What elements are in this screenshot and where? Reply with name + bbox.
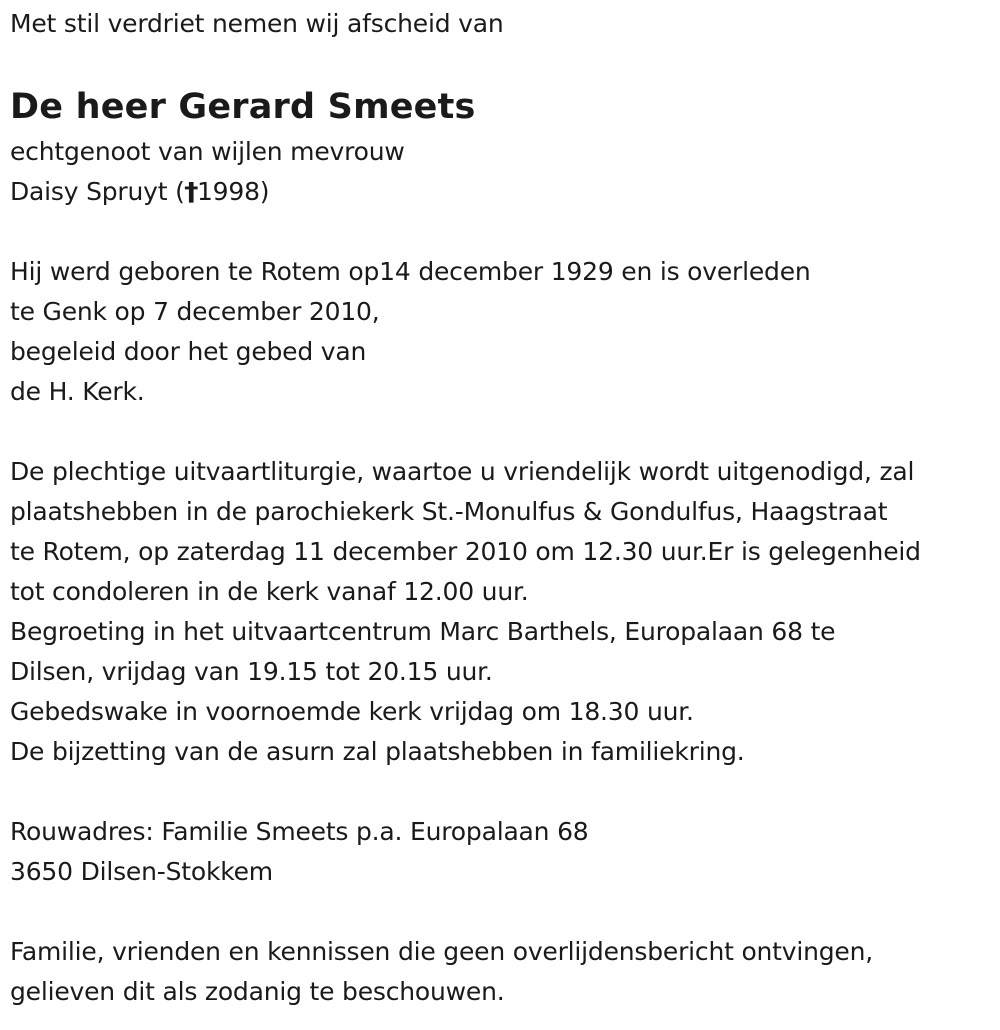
- deceased-name: De heer Gerard Smeets: [10, 87, 476, 127]
- paragraph-line: plaatshebben in de parochiekerk St.-Monulfus & Gondulfus, Haagstraat: [10, 497, 888, 526]
- address-paragraph: [10, 812, 995, 892]
- paragraph-line: te Genk op 7 december 2010,: [10, 297, 380, 326]
- address-line: Rouwadres: Familie Smeets p.a. Europalaan 68: [10, 817, 589, 846]
- spouse-name-line: [10, 172, 995, 212]
- funeral-paragraph: [10, 452, 995, 772]
- paragraph-line: De plechtige uitvaartliturgie, waartoe u vriendelijk wordt uitgenodigd, zal: [10, 457, 915, 486]
- paragraph-line: Familie, vrienden en kennissen die geen overlijdensbericht ontvingen,: [10, 937, 874, 966]
- spacer: [10, 212, 995, 252]
- paragraph-line: Hij werd geboren te Rotem op14 december 1929 en is overleden: [10, 257, 811, 286]
- paragraph-line: begeleid door het gebed van: [10, 337, 367, 366]
- closing-paragraph: [10, 932, 995, 1012]
- spacer: [10, 412, 995, 452]
- paragraph-line: Begroeting in het uitvaartcentrum Marc Barthels, Europalaan 68 te: [10, 617, 836, 646]
- obituary-notice: [10, 0, 995, 1012]
- spouse-line: echtgenoot van wijlen mevrouw: [10, 137, 405, 166]
- birth-death-paragraph: [10, 252, 995, 412]
- paragraph-line: gelieven dit als zodanig te beschouwen.: [10, 977, 505, 1006]
- spouse-death-year: 1998): [196, 177, 270, 206]
- intro-text: Met stil verdriet nemen wij afscheid van: [10, 9, 504, 38]
- paragraph-line: Dilsen, vrijdag van 19.15 tot 20.15 uur.: [10, 657, 493, 686]
- paragraph-line: De bijzetting van de asurn zal plaatshebben in familiekring.: [10, 737, 745, 766]
- cross-icon: †: [183, 177, 198, 206]
- paragraph-line: tot condoleren in de kerk vanaf 12.00 uur.: [10, 577, 529, 606]
- spacer: [10, 772, 995, 812]
- spacer: [10, 892, 995, 932]
- paragraph-line: te Rotem, op zaterdag 11 december 2010 om 12.30 uur.Er is gelegenheid: [10, 537, 921, 566]
- paragraph-line: de H. Kerk.: [10, 377, 145, 406]
- spouse-name: Daisy Spruyt (: [10, 177, 185, 206]
- address-line: 3650 Dilsen-Stokkem: [10, 857, 273, 886]
- paragraph-line: Gebedswake in voornoemde kerk vrijdag om 18.30 uur.: [10, 697, 694, 726]
